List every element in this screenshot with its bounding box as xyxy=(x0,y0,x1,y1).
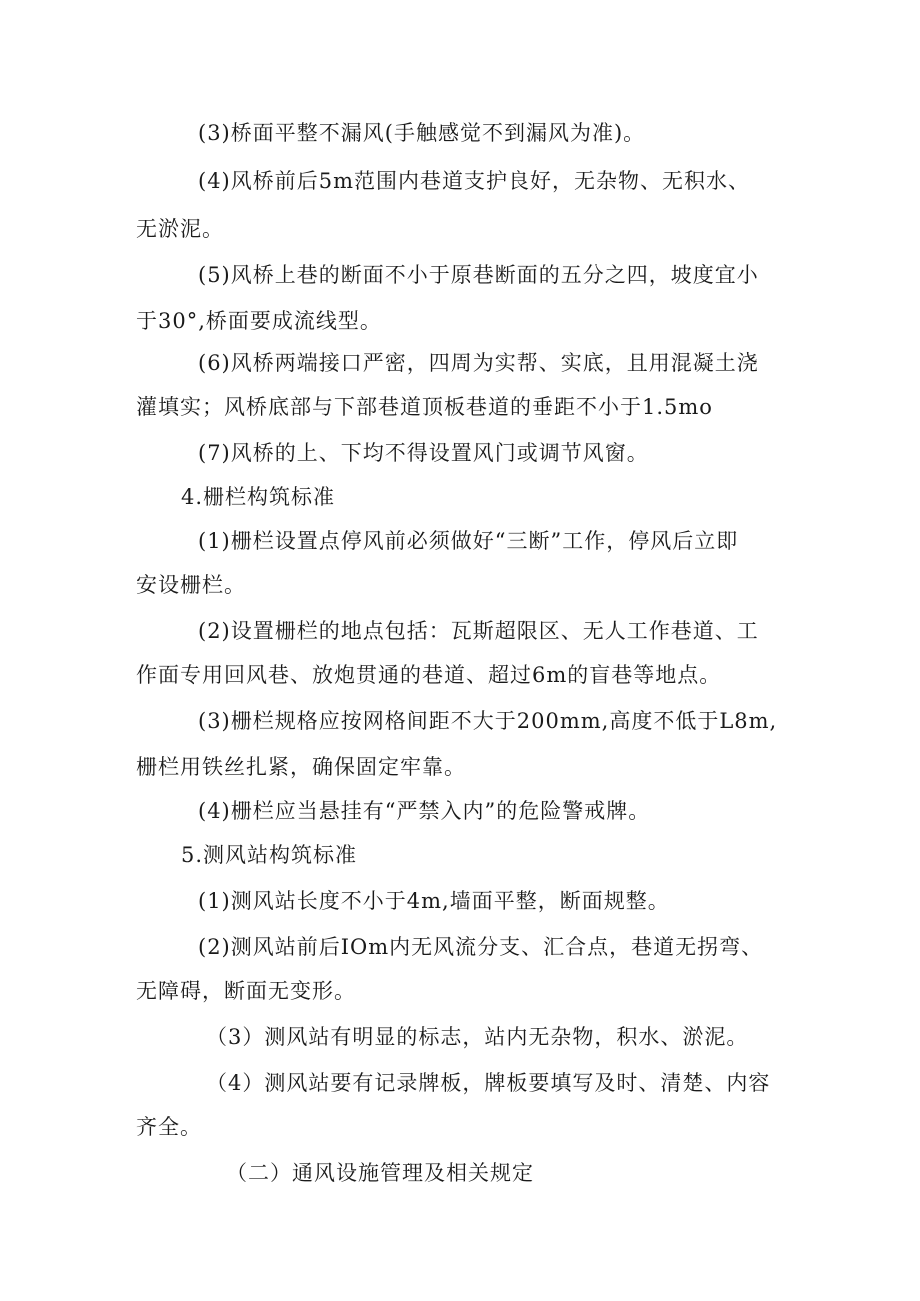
section-heading: 5.测风站构筑标准 xyxy=(181,843,358,867)
paragraph-line: 灌填实；风桥底部与下部巷道顶板巷道的垂距不小于1.5mo xyxy=(136,395,713,419)
paragraph-line: (4)风桥前后5m范围内巷道支护良好，无杂物、无积水、 xyxy=(198,169,751,193)
paragraph-line: 安设栅栏。 xyxy=(136,573,246,597)
paragraph-line: （4）测风站要有记录牌板，牌板要填写及时、清楚、内容 xyxy=(206,1071,771,1095)
paragraph-line: (7)风桥的上、下均不得设置风门或调节风窗。 xyxy=(198,441,649,465)
section-heading: 4.栅栏构筑标准 xyxy=(181,485,336,509)
paragraph-line: (6)风桥两端接口严密，四周为实帮、实底，且用混凝土浇 xyxy=(198,351,759,375)
paragraph-line: (2)测风站前后IOm内无风流分支、汇合点，巷道无拐弯、 xyxy=(198,935,764,959)
paragraph-line: (1)栅栏设置点停风前必须做好“三断”工作，停风后立即 xyxy=(198,529,739,553)
section-heading: （二）通风设施管理及相关规定 xyxy=(226,1161,534,1185)
paragraph-line: (3)桥面平整不漏风(手触感觉不到漏风为准)。 xyxy=(198,121,646,145)
paragraph-line: 作面专用回风巷、放炮贯通的巷道、超过6m的盲巷等地点。 xyxy=(136,663,722,687)
paragraph-line: 齐全。 xyxy=(136,1115,202,1139)
paragraph-line: 无障碍，断面无变形。 xyxy=(136,979,356,1003)
paragraph-line: (4)栅栏应当悬挂有“严禁入内”的危险警戒牌。 xyxy=(198,799,651,823)
paragraph-line: 于30°,桥面要成流线型。 xyxy=(136,309,382,333)
paragraph-line: (5)风桥上巷的断面不小于原巷断面的五分之四，坡度宜小 xyxy=(198,263,759,287)
paragraph-line: (1)测风站长度不小于4m,墙面平整，断面规整。 xyxy=(198,889,670,913)
paragraph-line: (3)栅栏规格应按网格间距不大于200mm,高度不低于L8m, xyxy=(198,709,778,733)
paragraph-line: 无淤泥。 xyxy=(136,217,224,241)
paragraph-line: (2)设置栅栏的地点包括：瓦斯超限区、无人工作巷道、工 xyxy=(198,619,759,643)
paragraph-line: 栅栏用铁丝扎紧，确保固定牢靠。 xyxy=(136,755,466,779)
paragraph-line: （3）测风站有明显的标志，站内无杂物，积水、淤泥。 xyxy=(206,1025,749,1049)
